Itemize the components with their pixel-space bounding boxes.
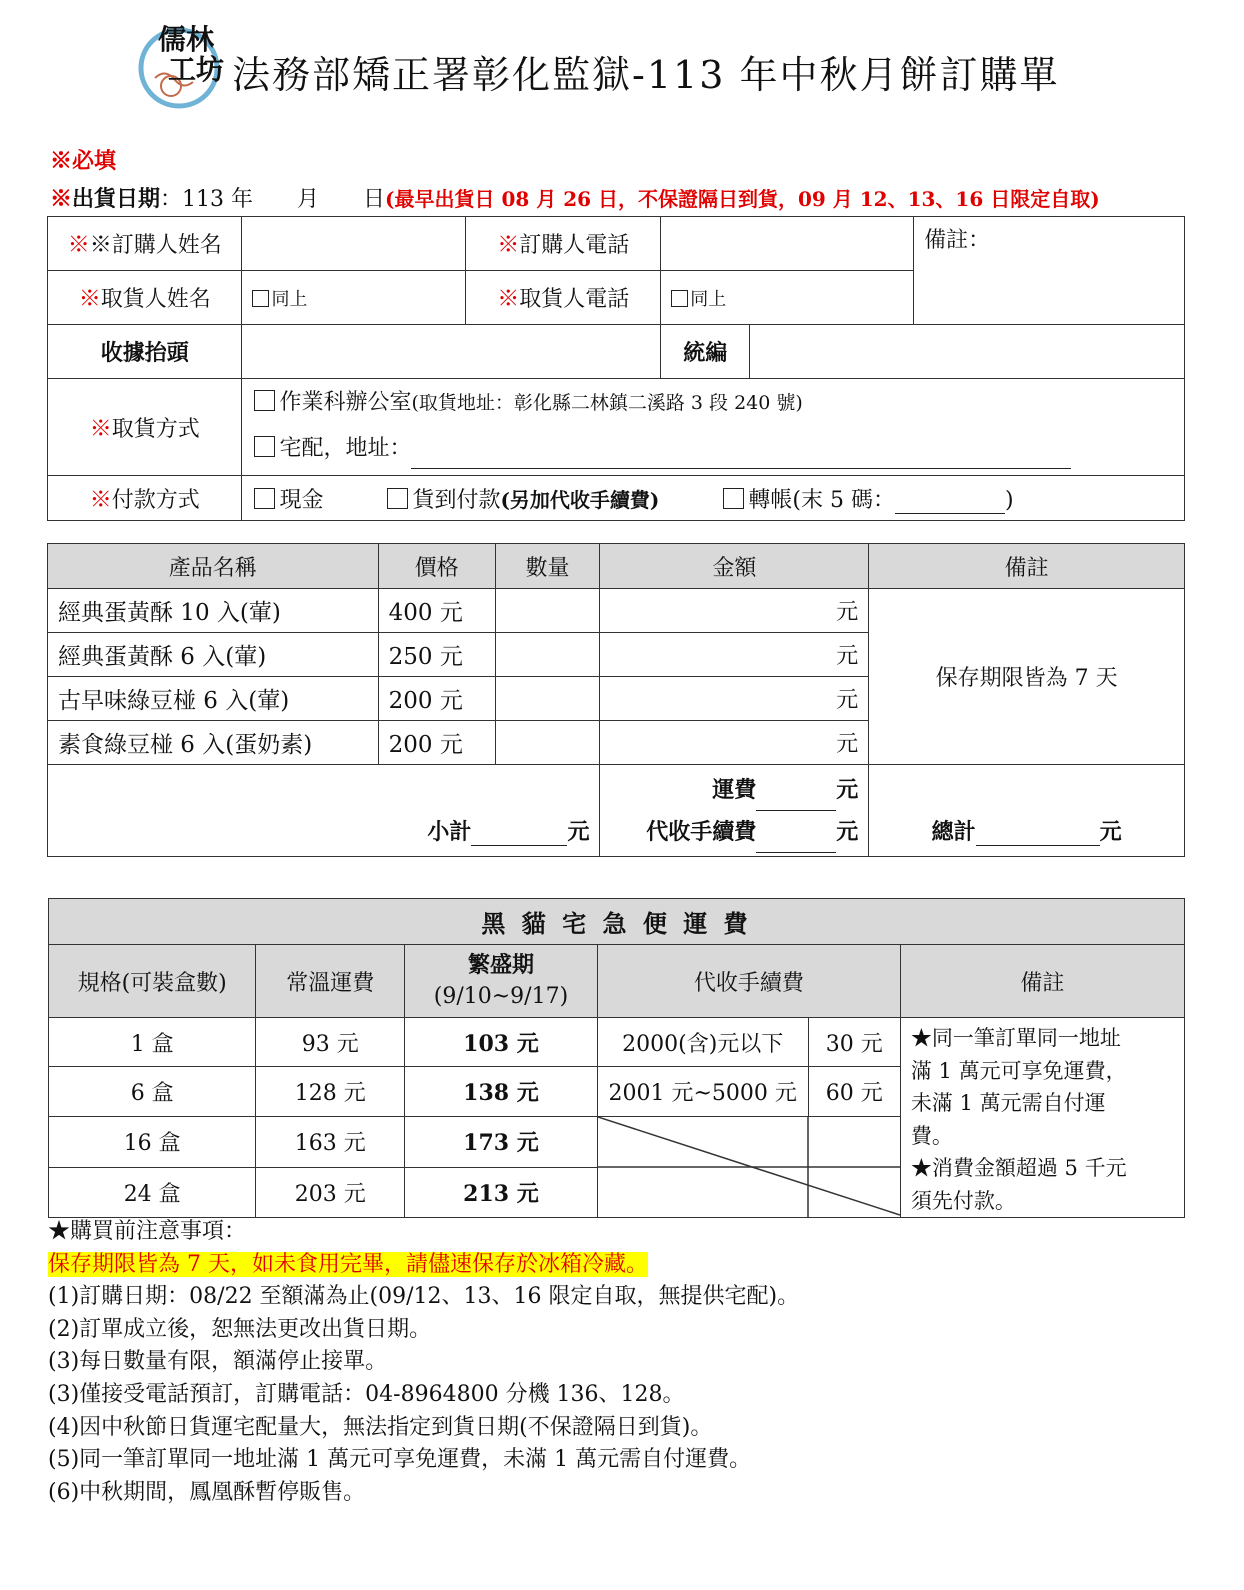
shipping-spec: 1 盒 xyxy=(49,1018,256,1067)
product-price: 200 元 xyxy=(378,677,495,721)
payment-cod-note: (另加代收手續費) xyxy=(500,487,660,512)
shipping-fee-field[interactable] xyxy=(756,790,836,811)
subtotal-unit: 元 xyxy=(567,819,590,845)
product-amount-field[interactable]: 元 xyxy=(600,721,869,765)
shipping-header-remarks: 備註 xyxy=(900,945,1184,1018)
buyer-phone-label: ※訂購人電話 xyxy=(466,217,661,271)
shipping-spec: 16 盒 xyxy=(49,1117,256,1168)
receiver-name-label: ※取貨人姓名 xyxy=(48,271,242,325)
shipping-cod-fee: 30 元 xyxy=(808,1018,900,1067)
required-mark: ※ xyxy=(89,416,112,442)
shipping-remark-line: 滿 1 萬元可享免運費， xyxy=(910,1058,1127,1083)
product-row xyxy=(48,589,1185,633)
notes-item: (3)每日數量有限，額滿停止接單。 xyxy=(48,1349,388,1375)
total-cell xyxy=(869,765,1185,857)
notes-heading: ★購買前注意事項： xyxy=(48,1219,247,1244)
shipping-remark-line: 須先付款。 xyxy=(910,1188,1016,1213)
payment-transfer-close: ) xyxy=(1004,487,1014,513)
diagonal-strike-icon xyxy=(598,1117,900,1217)
shipping-fee-label: 運費 xyxy=(712,776,757,803)
total-label: 總計 xyxy=(931,819,976,845)
product-qty-field[interactable] xyxy=(495,589,600,633)
shipping-normal: 128 元 xyxy=(256,1067,405,1117)
total-field[interactable] xyxy=(976,825,1100,846)
payment-transfer-checkbox[interactable] xyxy=(723,488,744,509)
shipping-cod-empty xyxy=(597,1117,900,1218)
product-name: 經典蛋黃酥 6 入(葷) xyxy=(48,633,379,677)
products-header-remarks: 備註 xyxy=(869,544,1185,589)
shipping-peak: 213 元 xyxy=(405,1167,598,1218)
notes-item: (1)訂購日期：08/22 至額滿為止(09/12、13、16 限定自取，無提供宅配)。 xyxy=(48,1284,800,1310)
remarks-label: 備註： xyxy=(924,228,991,253)
tax-id-label: 統編 xyxy=(661,325,750,379)
page-title: 法務部矯正署彰化監獄-113 年中秋月餅訂購單 xyxy=(232,53,1060,97)
total-unit: 元 xyxy=(1099,819,1122,845)
product-qty-field[interactable] xyxy=(495,633,600,677)
payment-transfer-label: 轉帳(末 5 碼： xyxy=(748,487,895,513)
notes-item: (3)僅接受電話預訂，訂購電話：04-8964800 分機 136、128。 xyxy=(48,1381,685,1407)
shipping-fee-unit: 元 xyxy=(836,776,859,803)
cod-fee-label: 代收手續費 xyxy=(646,818,757,845)
logo-text-2: 工坊 xyxy=(168,53,225,86)
payment-cash-label: 現金 xyxy=(279,487,324,513)
shipping-spec: 24 盒 xyxy=(49,1167,256,1218)
pickup-method-label: ※取貨方式 xyxy=(48,379,242,476)
pickup-delivery-label: 宅配，地址： xyxy=(279,436,412,461)
order-info-table xyxy=(47,216,1185,521)
pickup-method-options xyxy=(242,379,1185,476)
same-as-above-phone-checkbox[interactable] xyxy=(671,290,688,307)
cod-fee-unit: 元 xyxy=(836,818,859,845)
ship-date-label: ※出貨日期 xyxy=(50,186,161,212)
pickup-office-checkbox[interactable] xyxy=(254,390,275,411)
buyer-name-field[interactable] xyxy=(242,217,466,271)
ship-date-note: (最早出貨日 08 月 26 日，不保證隔日到貨，09 月 12、13、16 日限定自取) xyxy=(385,187,1100,211)
payment-options xyxy=(242,476,1185,521)
notes-item: (5)同一筆訂單同一地址滿 1 萬元可享免運費，未滿 1 萬元需自付運費。 xyxy=(48,1447,752,1473)
shipping-peak: 103 元 xyxy=(405,1018,598,1067)
subtotal-field[interactable] xyxy=(471,825,567,846)
ship-date-line xyxy=(50,182,1100,213)
product-price: 250 元 xyxy=(378,633,495,677)
notes-item: (6)中秋期間，鳳凰酥暫停販售。 xyxy=(48,1479,366,1505)
product-price: 200 元 xyxy=(378,721,495,765)
shipping-remark-line: 費。 xyxy=(910,1123,953,1148)
product-name: 古早味綠豆椪 6 入(葷) xyxy=(48,677,379,721)
payment-method-label: ※付款方式 xyxy=(48,476,242,521)
same-as-above-label: 同上 xyxy=(271,288,308,310)
shipping-normal: 203 元 xyxy=(256,1167,405,1218)
shipping-peak: 173 元 xyxy=(405,1117,598,1168)
products-table xyxy=(47,543,1185,857)
shipping-title: 黑 貓 宅 急 便 運 費 xyxy=(49,899,1185,945)
fees-cell xyxy=(600,765,869,857)
remarks-field[interactable] xyxy=(914,217,1185,325)
shipping-header-peak-period: (9/10~9/17) xyxy=(433,984,569,1009)
receipt-title-field[interactable] xyxy=(242,325,661,379)
receiver-name-field[interactable] xyxy=(242,271,466,325)
shipping-remark-line: 未滿 1 萬元需自付運 xyxy=(910,1091,1106,1115)
product-name: 素食綠豆椪 6 入(蛋奶素) xyxy=(48,721,379,765)
notes-highlight xyxy=(48,1249,799,1282)
same-as-above-checkbox[interactable] xyxy=(252,290,269,307)
buyer-phone-field[interactable] xyxy=(661,217,914,271)
shipping-header-peak xyxy=(405,945,598,1018)
logo-text-1: 儒林 xyxy=(158,23,215,56)
shipping-remark-line: ★消費金額超過 5 千元 xyxy=(910,1156,1127,1180)
products-header-amount: 金額 xyxy=(600,544,869,589)
required-mark: ※ xyxy=(497,233,520,258)
receiver-phone-field[interactable] xyxy=(661,271,914,325)
required-note: ※必填 xyxy=(50,148,117,174)
product-amount-field[interactable]: 元 xyxy=(600,633,869,677)
shipping-remark-line: ★同一筆訂單同一地址 xyxy=(910,1026,1121,1050)
product-qty-field[interactable] xyxy=(495,677,600,721)
shipping-header-peak-label: 繁盛期 xyxy=(467,952,534,978)
pickup-office-address: (取貨地址：彰化縣二林鎮二溪路 3 段 240 號) xyxy=(411,392,803,414)
pickup-office-label: 作業科辦公室 xyxy=(279,390,412,415)
notes-item: (2)訂單成立後，恕無法更改出貨日期。 xyxy=(48,1316,432,1342)
notes-section xyxy=(48,1216,799,1509)
pickup-delivery-checkbox[interactable] xyxy=(254,436,275,457)
transfer-digits-field[interactable] xyxy=(895,493,1005,514)
products-header-qty: 數量 xyxy=(495,544,600,589)
shipping-remarks xyxy=(900,1018,1184,1218)
shipping-header-normal: 常溫運費 xyxy=(256,945,405,1018)
cod-fee-field[interactable] xyxy=(756,832,836,853)
subtotal-label: 小計 xyxy=(427,819,472,845)
shipping-cod-range: 2001 元~5000 元 xyxy=(597,1067,808,1117)
buyer-name-text: ※訂購人姓名 xyxy=(89,233,222,258)
shipping-normal: 163 元 xyxy=(256,1117,405,1168)
tax-id-field[interactable] xyxy=(750,325,1185,379)
shelf-life-note: 保存期限皆為 7 天 xyxy=(869,589,1185,765)
required-mark: ※ xyxy=(89,487,112,513)
products-header-name: 產品名稱 xyxy=(48,544,379,589)
product-amount-field[interactable]: 元 xyxy=(600,677,869,721)
required-mark: ※ xyxy=(50,186,73,212)
shipping-normal: 93 元 xyxy=(256,1018,405,1067)
payment-cod-label: 貨到付款 xyxy=(412,487,501,513)
shipping-spec: 6 盒 xyxy=(49,1067,256,1117)
payment-cod-checkbox[interactable] xyxy=(387,488,408,509)
shipping-cod-range: 2000(含)元以下 xyxy=(597,1018,808,1067)
receipt-title-label: 收據抬頭 xyxy=(48,325,242,379)
shipping-peak: 138 元 xyxy=(405,1067,598,1117)
subtotal-cell xyxy=(48,765,600,857)
same-as-above-phone-label: 同上 xyxy=(690,288,727,310)
receiver-phone-label: ※取貨人電話 xyxy=(466,271,661,325)
required-mark: ※ xyxy=(78,287,101,312)
shipping-row xyxy=(49,1018,1185,1067)
delivery-address-field[interactable] xyxy=(411,448,1071,469)
notes-highlight-text: 保存期限皆為 7 天，如未食用完畢，請儘速保存於冰箱冷藏。 xyxy=(48,1251,648,1277)
payment-cash-checkbox[interactable] xyxy=(254,488,275,509)
ship-date-value[interactable]: ：113 年 月 日 xyxy=(160,187,386,212)
shipping-header-spec: 規格(可裝盒數) xyxy=(49,945,256,1018)
product-amount-field[interactable]: 元 xyxy=(600,589,869,633)
product-name: 經典蛋黃酥 10 入(葷) xyxy=(48,589,379,633)
notes-item: (4)因中秋節日貨運宅配量大，無法指定到貨日期(不保證隔日到貨)。 xyxy=(48,1414,713,1440)
product-qty-field[interactable] xyxy=(495,721,600,765)
shipping-rates-table xyxy=(48,898,1185,1218)
shipping-header-cod: 代收手續費 xyxy=(597,945,900,1018)
products-header-price: 價格 xyxy=(378,544,495,589)
shipping-cod-fee: 60 元 xyxy=(808,1067,900,1117)
buyer-name-label: ※※訂購人姓名 xyxy=(48,217,242,271)
product-price: 400 元 xyxy=(378,589,495,633)
required-mark: ※ xyxy=(497,287,520,312)
